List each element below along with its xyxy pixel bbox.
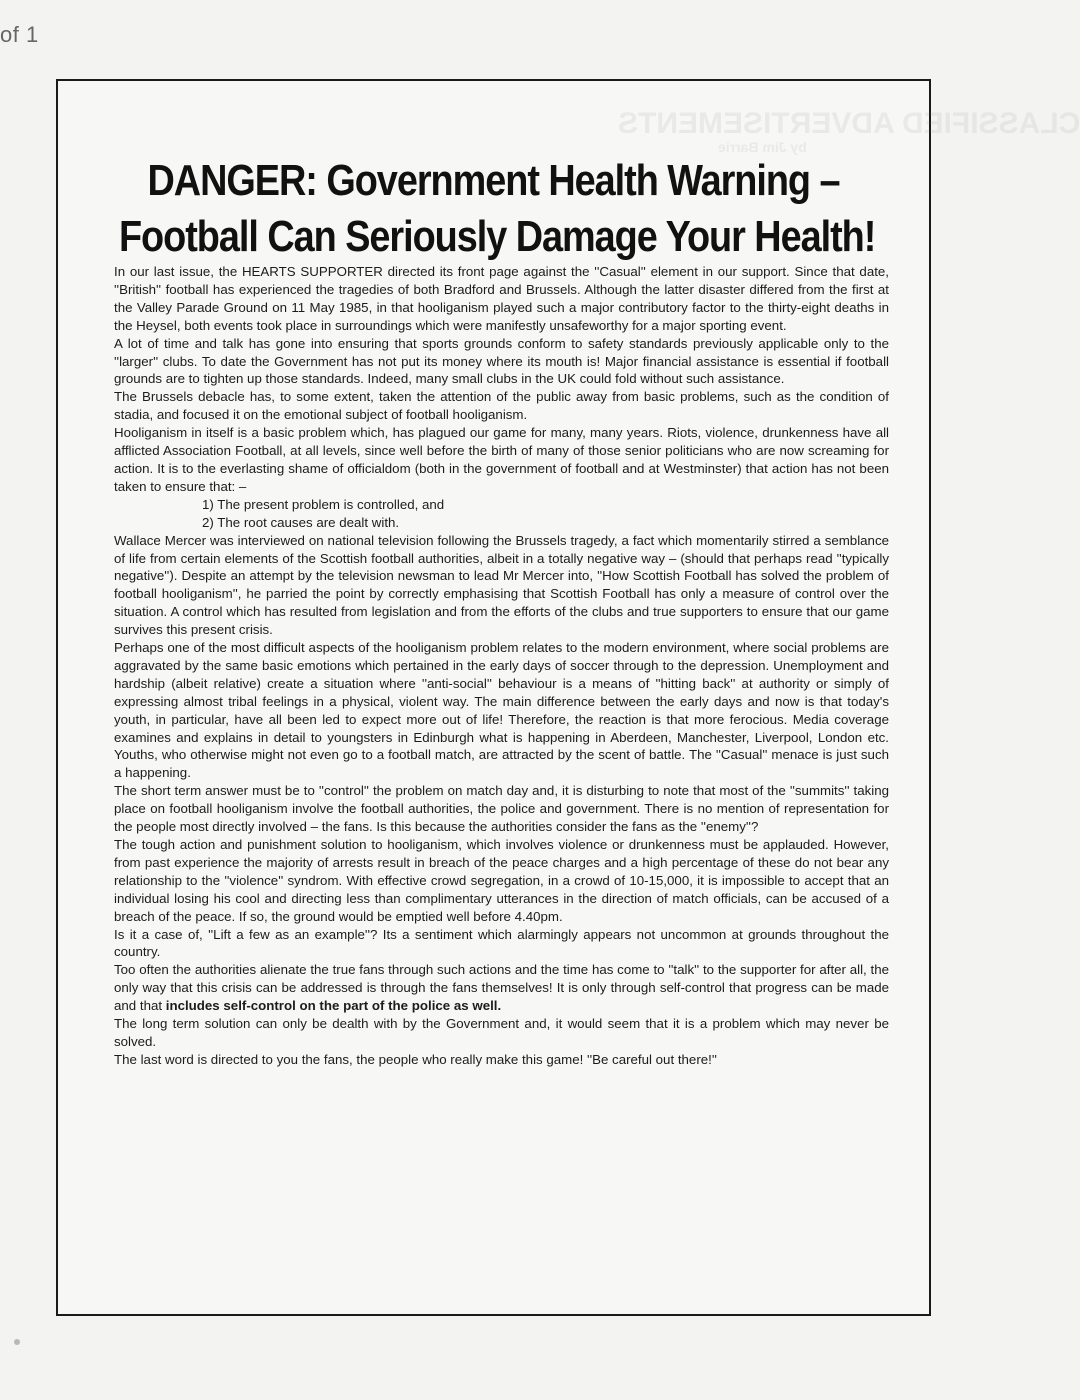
article-body [114,263,889,1069]
show-through-heading: CLASSIFIED ADVERTISEMENTS [618,107,1080,140]
headline-line-2: Football Can Seriously Damage Your Health! [118,212,876,261]
paragraph: The long term solution can only be dealth with by the Government and, it would seem that it is a problem which may never be solved. [114,1016,889,1049]
paragraph: A lot of time and talk has gone into ensuring that sports grounds conform to safety standards previously applicable only to the ''larger'' clubs. To date the Government has not put its money where its mouth is! Major financial assistance is essential if football grounds are to tighten up those standards. Indeed, many small clubs in the UK could fold without such assistance. [114,335,889,387]
paragraph: The tough action and punishment solution to hooliganism, which involves violence or drunkenness must be applauded. However, from past experience the majority of arrests result in breach of the peace charges and a high percentage of these do not bear any relationship to the ''violence'' syndrom. With effective crowd segregation, in a crowd of 10-15,000, it is impossible to accept that an individual losing his cool and directing less than complimentary utterances in the direction of match officials, can be accused of a breach of the peace. If so, the ground would be emptied well before 4.40pm. [114,837,889,924]
paragraph: Hooliganism in itself is a basic problem which, has plagued our game for many, many years. Riots, violence, drunkenness have all afflicted Association Football, at all levels, since well before the birth of many of those senior politicians who are now screaming for action. It is to the everlasting shame of officialdom (both in the government of football and at Westminster) that action has not been taken to ensure that: – [114,425,889,494]
headline-line-1: DANGER: Government Health Warning – [147,156,840,205]
paragraph: Is it a case of, ''Lift a few as an example''? Its a sentiment which alarmingly appears not uncommon at grounds throughout the country. [114,926,889,960]
paragraph-fans [114,961,889,1015]
margin-dot-mark [10,1335,24,1349]
numbered-list [114,496,889,532]
paragraph: In our last issue, the HEARTS SUPPORTER directed its front page against the ''Casual'' element in our support. Since that date, ''British'' football has experienced the tragedies of both Bradford and Brussels. Although the latter disaster differed from the first at the Valley Parade Ground on 11 May 1985, in that hooliganism played such a major contributory factor to the thirty-eight deaths in the Heysel, both events took place in surroundings which were manifestly unsafeworthy for a major sporting event. [114,264,889,333]
list-item: 1) The present problem is controlled, and [202,496,445,512]
article-frame [56,79,1080,1316]
paragraph: Wallace Mercer was interviewed on national television following the Brussels tragedy, a fact which momentarily stirred a semblance of life from certain elements of the Scottish football authorities, albeit in a totally negative way – (should that perhaps read ''typically negative''). Despite an attempt by the television newsman to lead Mr Mercer into, ''How Scottish Football has solved the problem of football hooliganism'', he parried the point by correctly emphasising that Scottish Football has only a measure of control over the situation. A control which has resulted from legislation and from the efforts of the clubs and true supporters to ensure that our game survives this present crisis. [114,532,889,638]
page-title [118,153,876,265]
list-item: 2) The root causes are dealt with. [202,514,400,530]
paragraph: The short term answer must be to ''control'' the problem on match day and, it is disturbing to note that most of the ''summits'' taking place on football hooliganism involve the football authorities, the police and government. There is no mention of representation for the people most directly involved – the fans. Is this because the authorities consider the fans as the ''enemy''? [114,783,889,835]
paragraph: Perhaps one of the most difficult aspects of the hooliganism problem relates to the modern environment, where social problems are aggravated by the same basic emotions which pertained in the early days of soccer through to the depression. Unemployment and hardship (albeit relative) create a situation where ''anti-social'' behaviour is a means of ''hitting back'' at authority or simply of expressing almost tribal feelings in a physical, violent way. The main difference between the early days and now is that today's youth, in particular, have all been led to expect more out of life! Therefore, the reaction is that more ferocious. Media coverage examines and explains in detail to youngsters in Edinburgh what is happening in Aberdeen, Manchester, Liverpool, London etc. Youths, who otherwise might not even go to a football match, are attracted by the scent of battle. The ''Casual'' menace is just such a happening. [114,640,889,781]
paragraph: The last word is directed to you the fans, the people who really make this game! ''Be careful out there!'' [114,1051,717,1067]
paragraph-fans-emphasis: includes self-control on the part of the police as well. [165,998,502,1014]
paragraph-fans-text: Too often the authorities alienate the true fans through such actions and the time has come to ''talk'' to the supporter for after all, the only way that this crisis can be addressed is through the fans themselves! It is only through self-control that progress can be made and that [114,962,889,1014]
paragraph: The Brussels debacle has, to some extent, taken the attention of the public away from basic problems, such as the condition of stadia, and focused it on the emotional subject of football hooliganism. [114,389,889,423]
page-indicator: of 1 [0,22,39,47]
show-through-byline: by Jim Barrie [718,139,807,155]
